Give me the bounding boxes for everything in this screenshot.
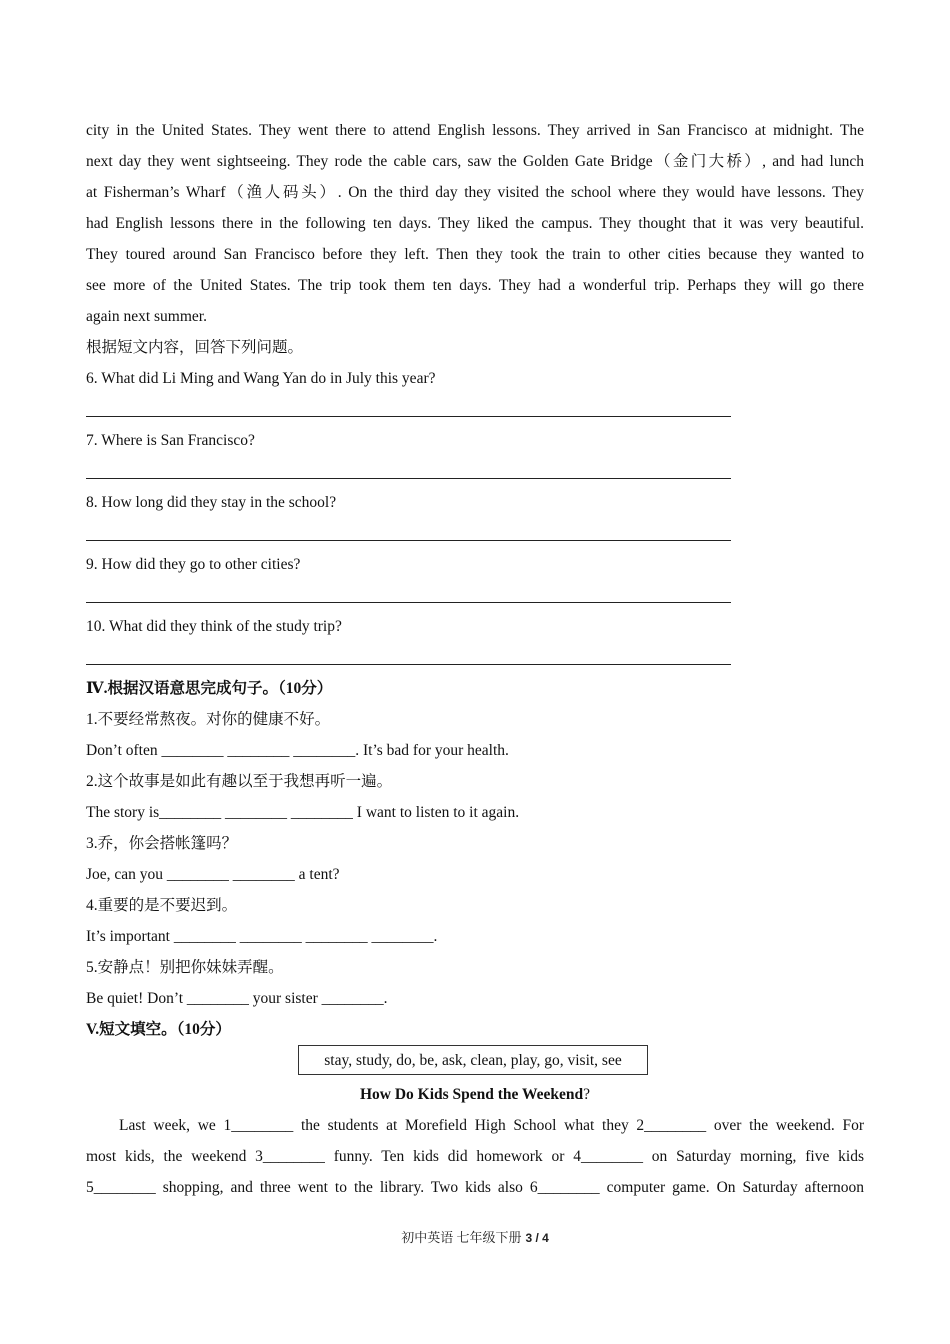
- passage-line: again next summer.: [86, 308, 207, 325]
- translation-item-cn: 1.不要经常熬夜。对你的健康不好。: [86, 711, 331, 728]
- translation-item-cn: 2.这个故事是如此有趣以至于我想再听一遍。: [86, 773, 393, 790]
- passage-line: city in the United States. They went there to attend English lessons. They arrived in San Francisco at midnight. The: [86, 122, 864, 139]
- section-4-heading: Ⅳ.根据汉语意思完成句子。（10分）: [86, 680, 333, 697]
- answer-line-10[interactable]: [86, 642, 864, 673]
- question-9: 9. How did they go to other cities?: [86, 556, 301, 573]
- question-6: 6. What did Li Ming and Wang Yan do in July this year?: [86, 370, 436, 387]
- question-7: 7. Where is San Francisco?: [86, 432, 255, 449]
- translation-item-en: The story is________ ________ ________ I want to listen to it again.: [86, 804, 520, 821]
- answer-line-7[interactable]: [86, 456, 864, 487]
- section-5: [86, 1014, 864, 1203]
- translation-item-en: Joe, can you ________ ________ a tent?: [86, 866, 340, 883]
- passage-title: [86, 1079, 864, 1110]
- translation-item-cn: 4.重要的是不要迟到。: [86, 897, 238, 914]
- passage-title-text: How Do Kids Spend the Weekend: [359, 1086, 584, 1103]
- answer-line-9[interactable]: [86, 580, 864, 611]
- page-number: 3 / 4: [525, 1231, 549, 1245]
- passage-instruction: 根据短文内容，回答下列问题。: [86, 339, 304, 356]
- answer-line-8[interactable]: [86, 518, 864, 549]
- comprehension-questions: [86, 363, 864, 673]
- section-5-heading: V.短文填空。（10分）: [86, 1021, 231, 1038]
- question-8: 8. How long did they stay in the school?: [86, 494, 337, 511]
- passage-line: see more of the United States. The trip took them ten days. They had a wonderful trip. Perhaps they will go there: [86, 277, 864, 294]
- word-box: stay, study, do, be, ask, clean, play, go, visit, see: [298, 1045, 648, 1075]
- footer-label: 初中英语 七年级下册: [401, 1230, 522, 1245]
- cloze-line: 5________ shopping, and three went to the library. Two kids also 6________ computer game. On Saturday afternoon: [86, 1179, 864, 1196]
- page-footer: [0, 1228, 950, 1248]
- cloze-line: most kids, the weekend 3________ funny. Ten kids did homework or 4________ on Saturday morning, five kids: [86, 1148, 864, 1165]
- question-10: 10. What did they think of the study trip?: [86, 618, 342, 635]
- worksheet-page: [86, 115, 864, 1203]
- translation-item-en: It’s important ________ ________ ________ ________.: [86, 928, 438, 945]
- section-4: [86, 673, 864, 1014]
- passage-line: next day they went sightseeing. They rode the cable cars, saw the Golden Gate Bridge（金门大桥）, and had lunch: [86, 153, 864, 170]
- passage-line: They toured around San Francisco before they left. Then they took the train to other cities because they wanted to: [86, 246, 864, 263]
- passage-line: had English lessons there in the following ten days. They liked the campus. They thought that it was very beautiful.: [86, 215, 864, 232]
- passage-title-mark: ?: [583, 1086, 591, 1103]
- passage-line: at Fisherman’s Wharf（渔人码头）. On the third day they visited the school where they would have lessons. They: [86, 184, 864, 201]
- answer-line-6[interactable]: [86, 394, 864, 425]
- translation-item-en: Be quiet! Don’t ________ your sister ________.: [86, 990, 388, 1007]
- translation-item-cn: 3.乔，你会搭帐篷吗？: [86, 835, 238, 852]
- cloze-line: Last week, we 1________ the students at Morefield High School what they 2________ over the weekend. For: [119, 1117, 864, 1134]
- translation-item-cn: 5.安静点！别把你妹妹弄醒。: [86, 959, 284, 976]
- reading-passage: [86, 115, 864, 363]
- translation-item-en: Don’t often ________ ________ ________. It’s bad for your health.: [86, 742, 509, 759]
